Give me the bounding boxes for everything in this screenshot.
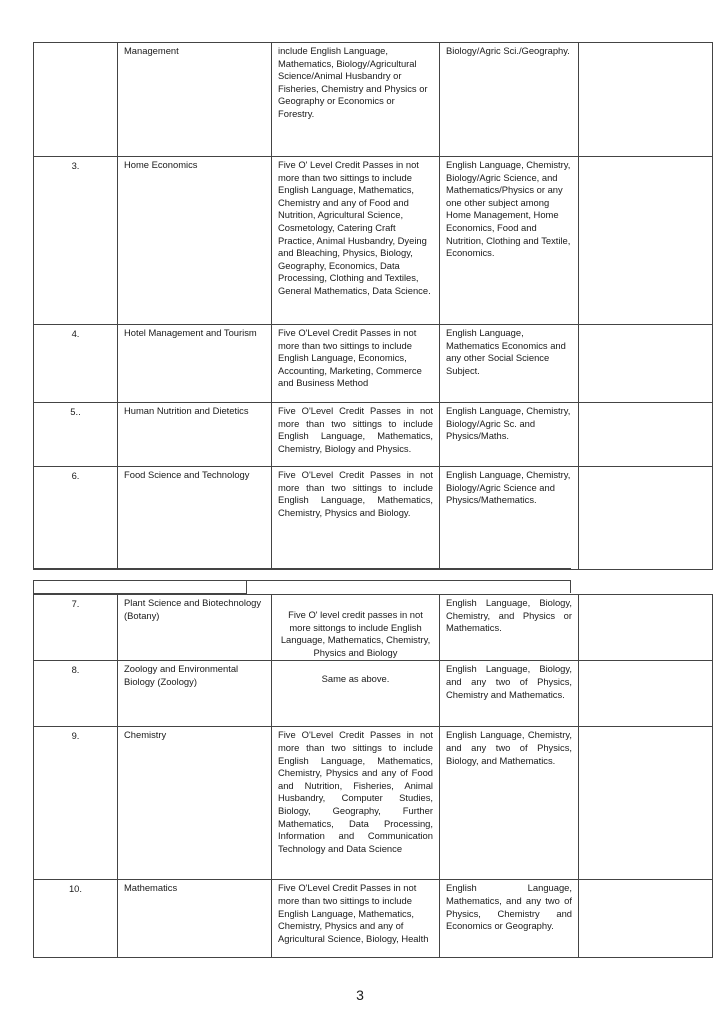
olevel-requirements: Five O'Level Credit Passes in not more than two sittings to include English Language, Mathematics, Chemistry, Biology and Physics. xyxy=(272,403,440,467)
table-row xyxy=(34,43,713,157)
course-name: Zoology and Environmental Biology (Zoology) xyxy=(118,661,272,727)
table-separator xyxy=(33,568,571,594)
table-row xyxy=(34,157,713,325)
row-number xyxy=(34,43,118,157)
olevel-requirements: Five O'Level Credit Passes in not more than two sittings to include English Language, Economics, Accounting, Marketing, Commerce and Business Method xyxy=(272,325,440,403)
utme-subjects: English Language, Chemistry, Biology/Agric Science, and Mathematics/Physics or any one other subject among Home Management, Home Economics, Food and Nutrition, Clothing and Textile, Economics. xyxy=(440,157,579,325)
divider xyxy=(33,568,571,569)
olevel-requirements: Five O'Level Credit Passes in not more than two sittings to include English Language, Mathematics, Chemistry, Physics and any of Food and Nutrition, Fisheries, Animal Husbandry, Computer Studies, Biology, Geography, Further Mathematics, Data Processing, Information and Communication Technology and Data Science xyxy=(272,727,440,880)
olevel-requirements: Five O' level credit passes in not more sittongs to include English Language, Mathematics, Chemistry, Physics and Biology xyxy=(272,595,440,661)
course-name: Chemistry xyxy=(118,727,272,880)
row-number: 8. xyxy=(34,661,118,727)
utme-subjects: English Language, Chemistry, Biology/Agric Sc. and Physics/Maths. xyxy=(440,403,579,467)
course-name: Human Nutrition and Dietetics xyxy=(118,403,272,467)
row-number: 4. xyxy=(34,325,118,403)
olevel-requirements: Five O' Level Credit Passes in not more than two sittings to include English Language, Mathematics, Chemistry and any of Food and Nutrition, Agricultural Science, Cosmetology, Catering Craft Practice, Animal Husbandry, Dyeing and Bleaching, Physics, Biology, Geography, Economics, Data Processing, Clothing and Textiles, General Mathematics, Data Science. xyxy=(272,157,440,325)
extra-cell xyxy=(579,727,713,880)
extra-cell xyxy=(579,43,713,157)
course-name: Management xyxy=(118,43,272,157)
utme-subjects: English Language, Mathematics Economics and any other Social Science Subject. xyxy=(440,325,579,403)
table-row xyxy=(34,661,713,727)
course-name: Plant Science and Biotechnology (Botany) xyxy=(118,595,272,661)
course-name: Mathematics xyxy=(118,880,272,958)
extra-cell xyxy=(579,325,713,403)
extra-cell xyxy=(579,467,713,570)
olevel-requirements: Five O'Level Credit Passes in not more than two sittings to include English Language, Mathematics, Chemistry, Physics and Biology. xyxy=(272,467,440,570)
olevel-requirements: Five O'Level Credit Passes in not more than two sittings to include English Language, Mathematics, Chemistry, Physics and any of Agricultural Science, Biology, Health xyxy=(272,880,440,958)
requirements-table-lower xyxy=(33,594,713,958)
divider xyxy=(33,580,34,593)
table-row xyxy=(34,467,713,570)
extra-cell xyxy=(579,880,713,958)
utme-subjects: Biology/Agric Sci./Geography. xyxy=(440,43,579,157)
utme-subjects: English Language, Biology, Chemistry, and Physics or Mathematics. xyxy=(440,595,579,661)
requirements-table-upper xyxy=(33,42,713,570)
divider xyxy=(246,580,247,593)
course-name: Home Economics xyxy=(118,157,272,325)
utme-subjects: English Language, Biology, and any two of Physics, Chemistry and Mathematics. xyxy=(440,661,579,727)
extra-cell xyxy=(579,403,713,467)
row-number: 6. xyxy=(34,467,118,570)
divider xyxy=(33,580,571,581)
utme-subjects: English Language, Mathematics, and any two of Physics, Chemistry and Economics or Geography. xyxy=(440,880,579,958)
extra-cell xyxy=(579,661,713,727)
row-number: 10. xyxy=(34,880,118,958)
table-row xyxy=(34,727,713,880)
table-row xyxy=(34,325,713,403)
utme-subjects: English Language, Chemistry, and any two of Physics, Biology, and Mathematics. xyxy=(440,727,579,880)
row-number: 9. xyxy=(34,727,118,880)
extra-cell xyxy=(579,595,713,661)
table-row xyxy=(34,880,713,958)
extra-cell xyxy=(579,157,713,325)
page-number: 3 xyxy=(356,987,364,1003)
table-row xyxy=(34,595,713,661)
row-number: 7. xyxy=(34,595,118,661)
row-number: 5.. xyxy=(34,403,118,467)
utme-subjects: English Language, Chemistry, Biology/Agric Science and Physics/Mathematics. xyxy=(440,467,579,570)
table-row xyxy=(34,403,713,467)
course-name: Hotel Management and Tourism xyxy=(118,325,272,403)
row-number: 3. xyxy=(34,157,118,325)
course-name: Food Science and Technology xyxy=(118,467,272,570)
olevel-requirements: Same as above. xyxy=(272,661,440,727)
divider xyxy=(570,580,571,593)
olevel-requirements: include English Language, Mathematics, Biology/Agricultural Science/Animal Husbandry or Fisheries, Chemistry and Physics or Geography or Economics or Forestry. xyxy=(272,43,440,157)
